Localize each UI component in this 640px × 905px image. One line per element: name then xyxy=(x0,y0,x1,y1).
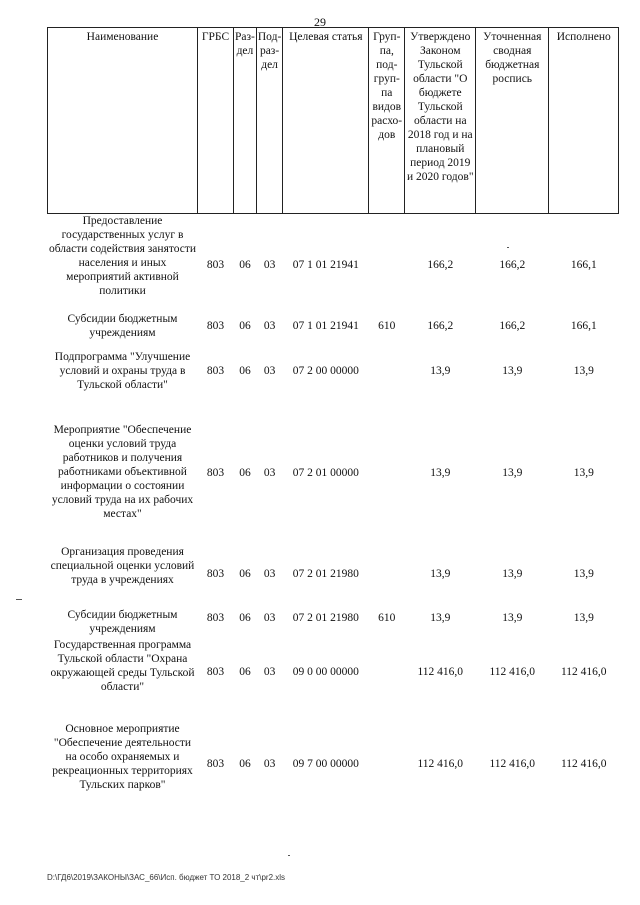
row-utverzhdeno: 13,9 xyxy=(430,466,451,479)
row-celevaya: 09 0 00 00000 xyxy=(292,665,359,678)
row-utverzhdeno: 13,9 xyxy=(430,364,451,377)
row-celevaya: 07 2 01 00000 xyxy=(292,466,359,479)
row-utochnennaya: 13,9 xyxy=(502,567,523,580)
row-celevaya: 07 1 01 21941 xyxy=(292,259,359,271)
row-grbs: 803 xyxy=(206,757,225,770)
row-podrazdel: 03 xyxy=(263,665,276,678)
header-celevaya-statya: Целевая статья xyxy=(283,28,369,214)
row-grbs: 803 xyxy=(206,259,225,271)
scan-speck xyxy=(507,247,509,248)
row-utverzhdeno: 13,9 xyxy=(430,611,451,624)
header-name: Наименование xyxy=(48,28,198,214)
row-grbs: 803 xyxy=(206,611,225,624)
row-utochnennaya: 112 416,0 xyxy=(489,665,536,678)
row-ispolneno: 13,9 xyxy=(573,567,594,580)
row-podrazdel: 03 xyxy=(263,757,276,770)
row-utverzhdeno: 166,2 xyxy=(427,259,454,271)
header-grbs: ГРБС xyxy=(198,28,234,214)
row-name: Организация проведения специальной оценки условий труда в учреждениях xyxy=(50,545,195,586)
row-celevaya: 09 7 00 00000 xyxy=(292,757,359,770)
header-razdel: Раз-дел xyxy=(234,28,257,214)
scan-speck xyxy=(288,855,290,856)
row-grbs: 803 xyxy=(206,364,225,377)
row-celevaya: 07 1 01 21941 xyxy=(292,319,359,332)
row-razdel: 06 xyxy=(239,567,251,580)
row-grbs: 803 xyxy=(206,665,225,678)
row-gruppa: 610 xyxy=(378,611,396,624)
row-name: Государственная программа Тульской области "Охрана окружающей среды Тульской области" xyxy=(50,638,195,693)
row-ispolneno: 112 416,0 xyxy=(560,665,607,678)
row-podrazdel: 03 xyxy=(263,259,276,271)
row-utochnennaya: 13,9 xyxy=(502,364,523,377)
row-ispolneno: 112 416,0 xyxy=(560,757,607,770)
row-podrazdel: 03 xyxy=(263,319,276,332)
table-row xyxy=(48,638,619,722)
row-utverzhdeno: 166,2 xyxy=(427,319,454,332)
table-header-row xyxy=(48,28,619,214)
row-razdel: 06 xyxy=(239,757,251,770)
row-utochnennaya: 112 416,0 xyxy=(489,757,536,770)
row-gruppa xyxy=(369,423,405,545)
row-grbs: 803 xyxy=(206,567,225,580)
row-celevaya: 07 2 01 21980 xyxy=(292,567,359,580)
row-name: Подпрограмма "Улучшение условий и охраны труда в Тульской области" xyxy=(54,350,191,391)
table-row xyxy=(48,350,619,423)
table-row xyxy=(48,423,619,545)
row-razdel: 06 xyxy=(239,319,251,332)
header-podrazdel: Под-раз-дел xyxy=(256,28,282,214)
row-name: Субсидии бюджетным учреждениям xyxy=(67,312,178,339)
row-razdel: 06 xyxy=(239,466,251,479)
row-razdel: 06 xyxy=(239,665,251,678)
page-number: 29 xyxy=(314,15,326,29)
row-ispolneno: 166,1 xyxy=(570,319,597,332)
row-name: Основное мероприятие "Обеспечение деятельности на особо охраняемых и рекреационных территориях Тульских парков" xyxy=(52,722,193,791)
table-row xyxy=(48,312,619,350)
row-name: Предоставление государственных услуг в области содействия занятости населения и иных мероприятий активной политики xyxy=(48,215,197,297)
row-gruppa xyxy=(369,545,405,608)
row-ispolneno: 13,9 xyxy=(573,364,594,377)
row-ispolneno: 13,9 xyxy=(573,466,594,479)
header-gruppa: Груп-па, под-груп-па видов расхо-дов xyxy=(369,28,405,214)
budget-execution-table xyxy=(47,27,619,812)
row-ispolneno: 13,9 xyxy=(573,611,594,624)
table-row xyxy=(48,545,619,608)
row-celevaya: 07 2 01 21980 xyxy=(292,611,359,624)
row-grbs: 803 xyxy=(206,319,225,332)
row-gruppa xyxy=(369,350,405,423)
header-utochnennaya: Уточненная сводная бюджетная роспись xyxy=(476,28,549,214)
row-name: Субсидии бюджетным учреждениям xyxy=(67,608,178,635)
row-utochnennaya: 13,9 xyxy=(502,466,523,479)
row-celevaya: 07 2 00 00000 xyxy=(292,364,359,377)
row-ispolneno: 166,1 xyxy=(570,259,597,271)
row-razdel: 06 xyxy=(239,611,251,624)
row-gruppa xyxy=(369,214,405,312)
row-utochnennaya: 166,2 xyxy=(499,319,526,332)
scan-speck xyxy=(16,599,22,600)
row-utverzhdeno: 112 416,0 xyxy=(417,665,464,678)
row-gruppa xyxy=(369,638,405,722)
row-grbs: 803 xyxy=(206,466,225,479)
row-podrazdel: 03 xyxy=(263,466,276,479)
row-razdel: 06 xyxy=(239,364,251,377)
row-gruppa xyxy=(369,722,405,812)
row-utverzhdeno: 112 416,0 xyxy=(417,757,464,770)
row-utochnennaya: 13,9 xyxy=(502,611,523,624)
row-utochnennaya: 166,2 xyxy=(499,259,526,271)
row-podrazdel: 03 xyxy=(263,611,276,624)
header-utverzhdeno: Утверждено Законом Тульской области "О бюджете Тульской области на 2018 год и на плановый период 2019 и 2020 годов" xyxy=(405,28,476,214)
row-gruppa: 610 xyxy=(378,319,396,332)
table-row xyxy=(48,214,619,312)
file-path-footer: D:\ГД6\2019\ЗАКОНЫ\ЗАС_66\Исп. бюджет ТО 2018_2 чт\pr2.xls xyxy=(47,873,286,882)
table-row xyxy=(48,722,619,812)
row-podrazdel: 03 xyxy=(263,567,276,580)
row-razdel: 06 xyxy=(239,259,251,271)
row-podrazdel: 03 xyxy=(263,364,276,377)
table-row xyxy=(48,608,619,638)
row-utverzhdeno: 13,9 xyxy=(430,567,451,580)
row-name: Мероприятие "Обеспечение оценки условий труда работников и получения работниками объективной информации о состоянии условий труда на их рабочих местах" xyxy=(51,423,194,520)
header-ispolneno: Исполнено xyxy=(549,28,619,214)
